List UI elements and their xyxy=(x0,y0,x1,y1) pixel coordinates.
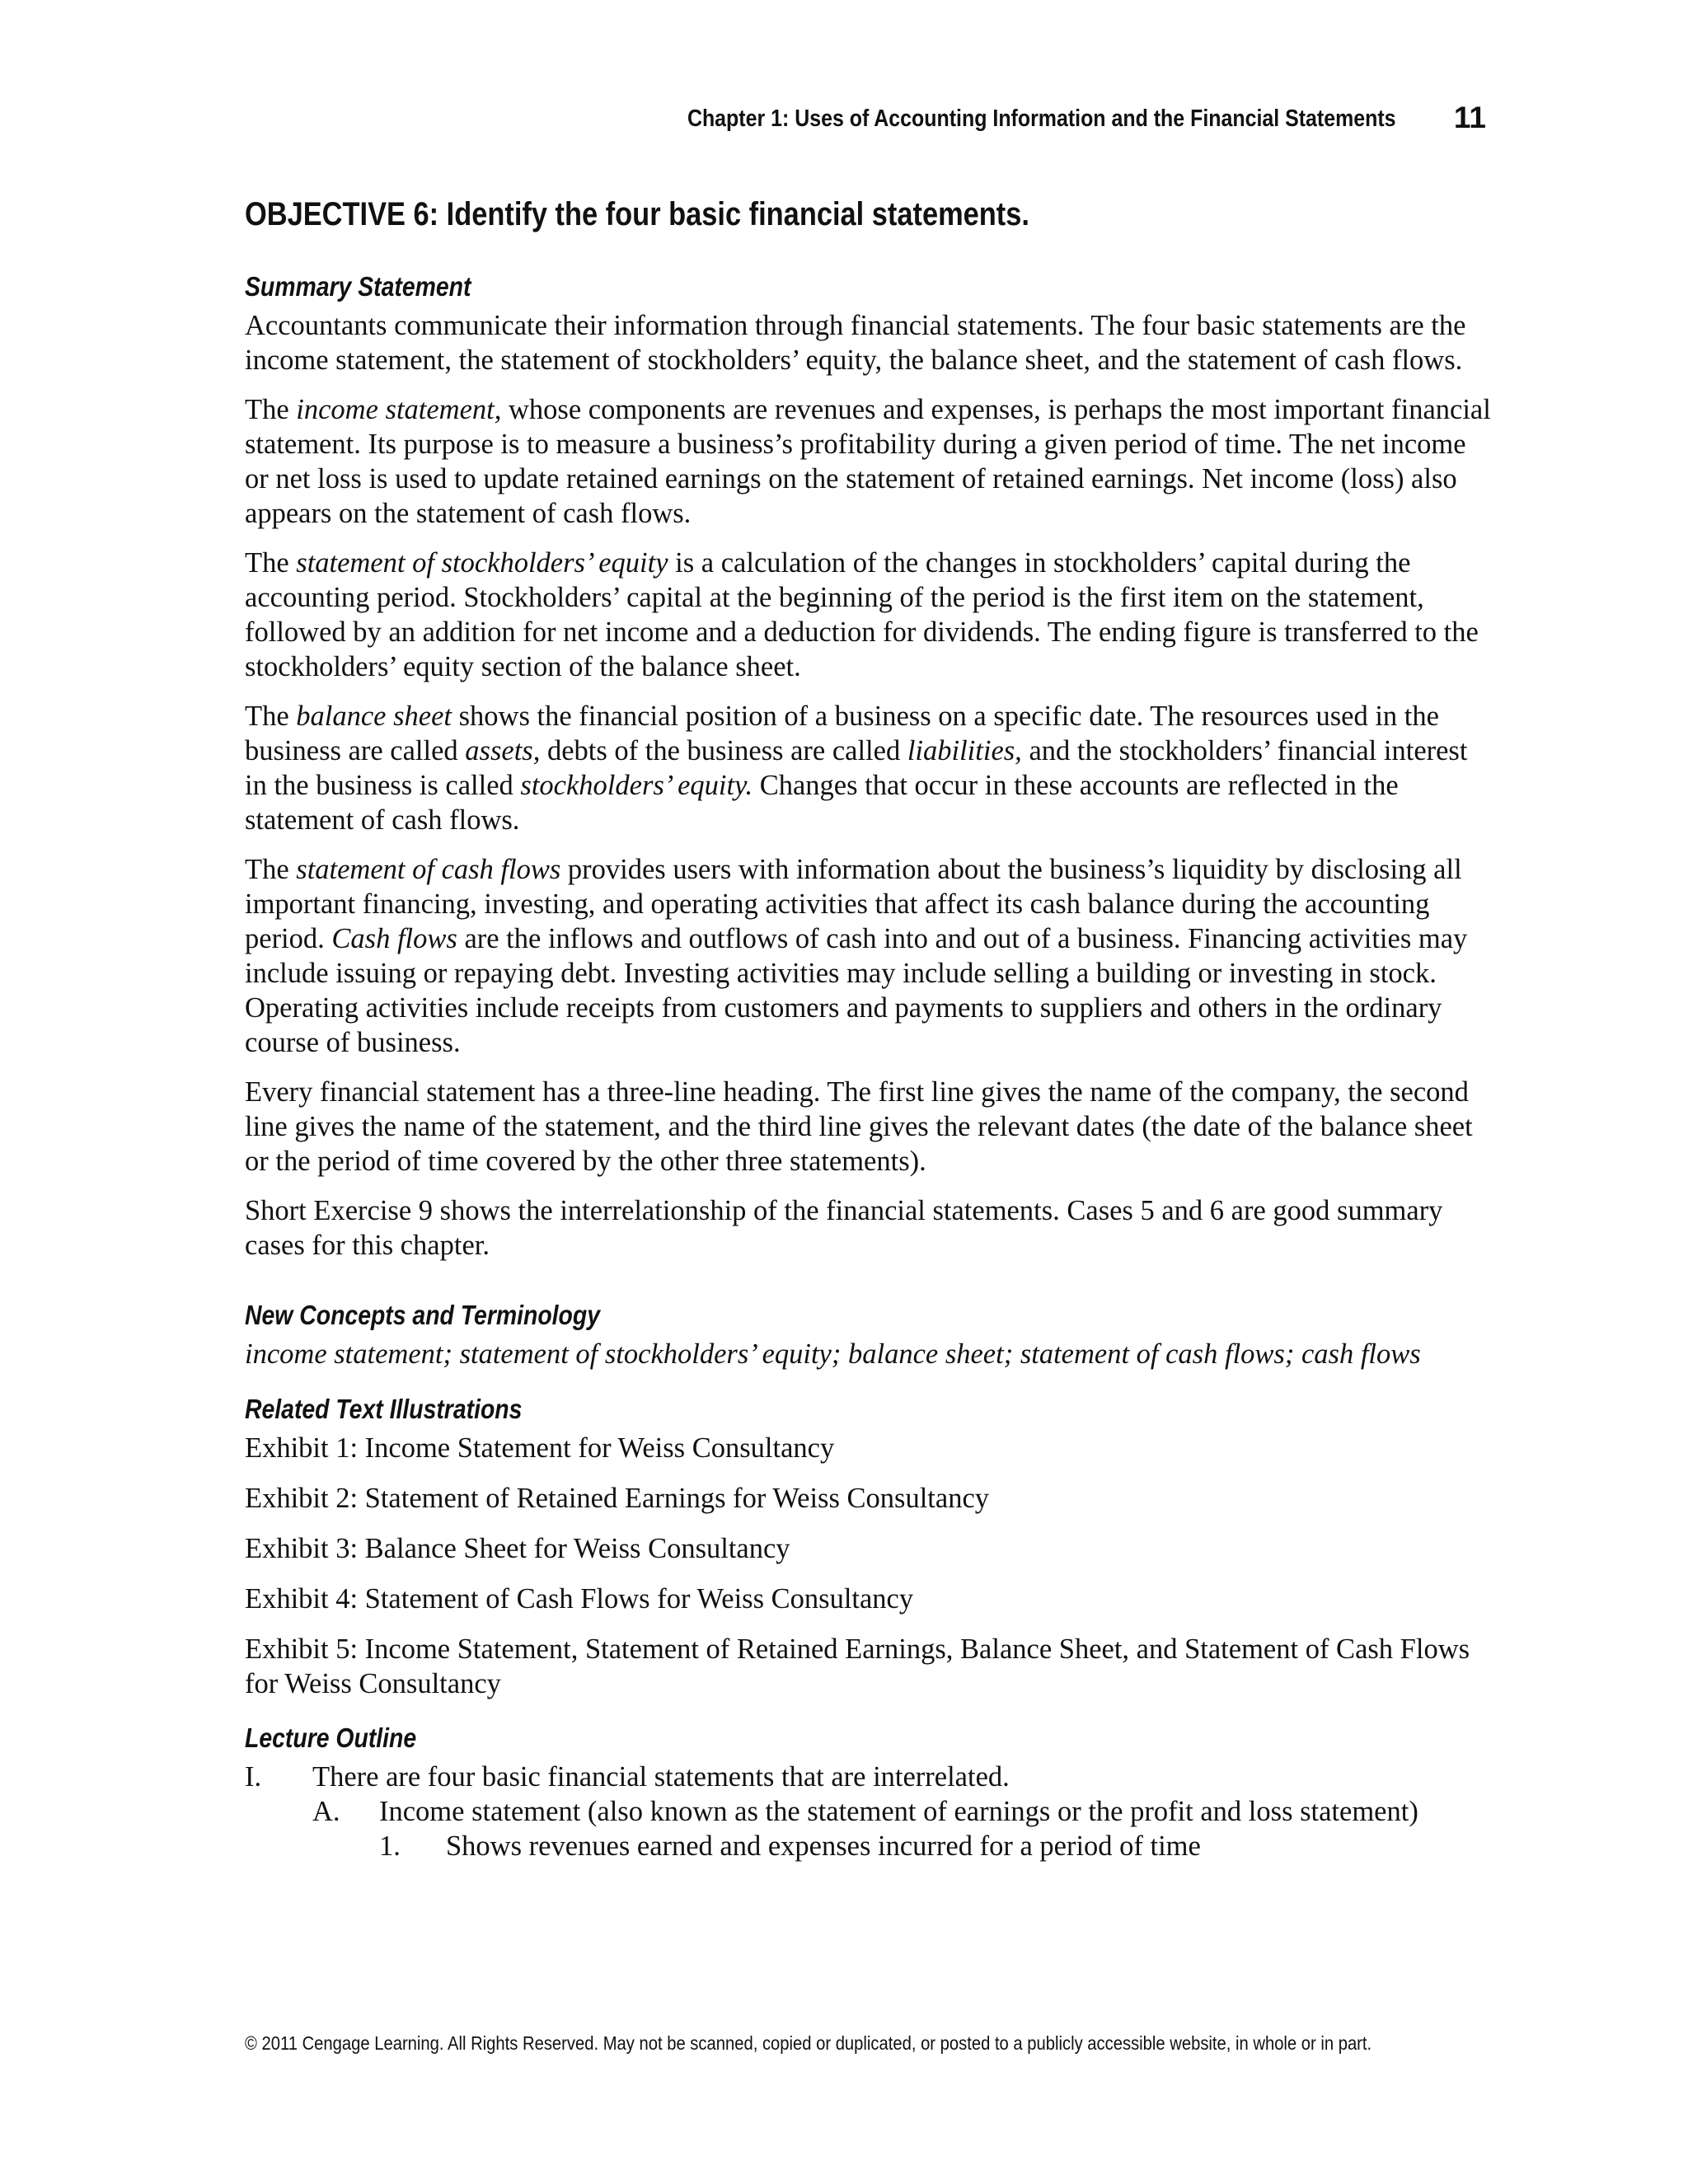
text-run: shows the financial position of a business on a specific date. The resources used in the business are called xyxy=(245,701,1439,766)
summary-paragraph-heading-info: Every financial statement has a three-line heading. The first line gives the name of the company, the second line gives the name of the statement, and the third line gives the relevant dates (the date of the balance sheet or the period of time covered by the other three statements). xyxy=(245,1076,1473,1177)
document-page xyxy=(245,0,1491,2184)
outline-number: A. xyxy=(312,1796,340,1827)
exhibit-item: Exhibit 3: Balance Sheet for Weiss Consultancy xyxy=(245,1533,790,1564)
text-run: provides users with information about the business’s liquidity by disclosing all important financing, investing, and operating activities that affect its cash balance during the accounting period. xyxy=(245,854,1462,954)
exhibit-item: Exhibit 5: Income Statement, Statement of Retained Earnings, Balance Sheet, and Statement of Cash Flows for Weiss Consultancy xyxy=(245,1633,1470,1699)
concepts-terms: income statement; statement of stockholders’ equity; balance sheet; statement of cash flows; cash flows xyxy=(245,1338,1421,1370)
summary-paragraph-exercises: Short Exercise 9 shows the interrelationship of the financial statements. Cases 5 and 6 are good summary cases for this chapter. xyxy=(245,1195,1443,1261)
summary-paragraph-balance-sheet xyxy=(245,699,1491,837)
term-assets: assets, xyxy=(465,735,541,766)
outline-text: Income statement (also known as the statement of earnings or the profit and loss statement) xyxy=(379,1796,1418,1827)
chapter-title: Chapter 1: Uses of Accounting Information and the Financial Statements xyxy=(687,105,1396,132)
text-run: is a calculation of the changes in stockholders’ capital during the accounting period. Stockholders’ capital at the beginning of the period is the first item on the statement, followed by an addition for net income and a deduction for dividends. The ending figure is transferred to the stockholders’ equity section of the balance sheet. xyxy=(245,547,1479,682)
term-income-statement: income statement, xyxy=(296,394,502,425)
illustrations-heading: Related Text Illustrations xyxy=(245,1394,523,1424)
copyright-footer: © 2011 Cengage Learning. All Rights Reserved. May not be scanned, copied or duplicated, or posted to a publicly accessible website, in whole or in part. xyxy=(245,2032,1372,2054)
exhibit-item: Exhibit 4: Statement of Cash Flows for Weiss Consultancy xyxy=(245,1583,914,1615)
term-statement-of-stockholders-equity: statement of stockholders’ equity xyxy=(296,547,668,579)
section-spacer xyxy=(245,1277,1491,1294)
term-stockholders-equity: stockholders’ equity. xyxy=(520,770,753,801)
text-run: The xyxy=(245,547,297,579)
outline-item-level-3 xyxy=(245,1829,1491,1863)
outline-number: I. xyxy=(245,1761,262,1793)
concepts-heading: New Concepts and Terminology xyxy=(245,1300,601,1330)
outline-item-level-2 xyxy=(245,1794,1491,1829)
term-balance-sheet: balance sheet xyxy=(296,701,452,732)
section-spacer xyxy=(245,1371,1491,1388)
term-liabilities: liabilities, xyxy=(907,735,1022,766)
page-content xyxy=(245,265,1491,1863)
term-statement-of-cash-flows: statement of cash flows xyxy=(296,854,561,885)
text-run: and the stockholders’ financial interest in the business is called xyxy=(245,735,1468,801)
text-run: Changes that occur in these accounts are reflected in the statement of cash flows. xyxy=(245,770,1399,836)
text-run: The xyxy=(245,701,297,732)
text-run: are the inflows and outflows of cash into and out of a business. Financing activities may include issuing or repaying debt. Investing activities may include selling a building or investing in stock. Operating activities include receipts from customers and payments to suppliers and others in the ordinary course of business. xyxy=(245,923,1468,1058)
summary-paragraph-income-statement xyxy=(245,392,1491,531)
exhibit-item: Exhibit 2: Statement of Retained Earnings for Weiss Consultancy xyxy=(245,1483,990,1514)
outline-item-level-1 xyxy=(245,1760,1491,1794)
outline-heading: Lecture Outline xyxy=(245,1722,417,1753)
exhibit-item: Exhibit 1: Income Statement for Weiss Consultancy xyxy=(245,1432,835,1464)
text-run: The xyxy=(245,854,297,885)
outline-text: Shows revenues earned and expenses incurred for a period of time xyxy=(446,1830,1201,1862)
term-cash-flows: Cash flows xyxy=(331,923,457,954)
summary-heading: Summary Statement xyxy=(245,271,471,302)
summary-paragraph-stockholders-equity xyxy=(245,546,1491,684)
summary-paragraph-cash-flows xyxy=(245,852,1491,1060)
text-run: whose components are revenues and expenses, is perhaps the most important financial statement. Its purpose is to measure a business’s profitability during a given period of time. The net income or net loss is used to update retained earnings on the statement of retained earnings. Net income (loss) also appears on the statement of cash flows. xyxy=(245,394,1491,529)
page-number: 11 xyxy=(1453,101,1486,134)
objective-title: OBJECTIVE 6: Identify the four basic financial statements. xyxy=(245,196,1029,232)
summary-paragraph-1: Accountants communicate their information through financial statements. The four basic statements are the income statement, the statement of stockholders’ equity, the balance sheet, and the statement of cash flows. xyxy=(245,310,1466,376)
text-run: debts of the business are called xyxy=(540,735,907,766)
running-header xyxy=(245,102,1491,143)
outline-number: 1. xyxy=(379,1830,401,1862)
outline-text: There are four basic financial statements that are interrelated. xyxy=(312,1761,1010,1793)
text-run: The xyxy=(245,394,297,425)
